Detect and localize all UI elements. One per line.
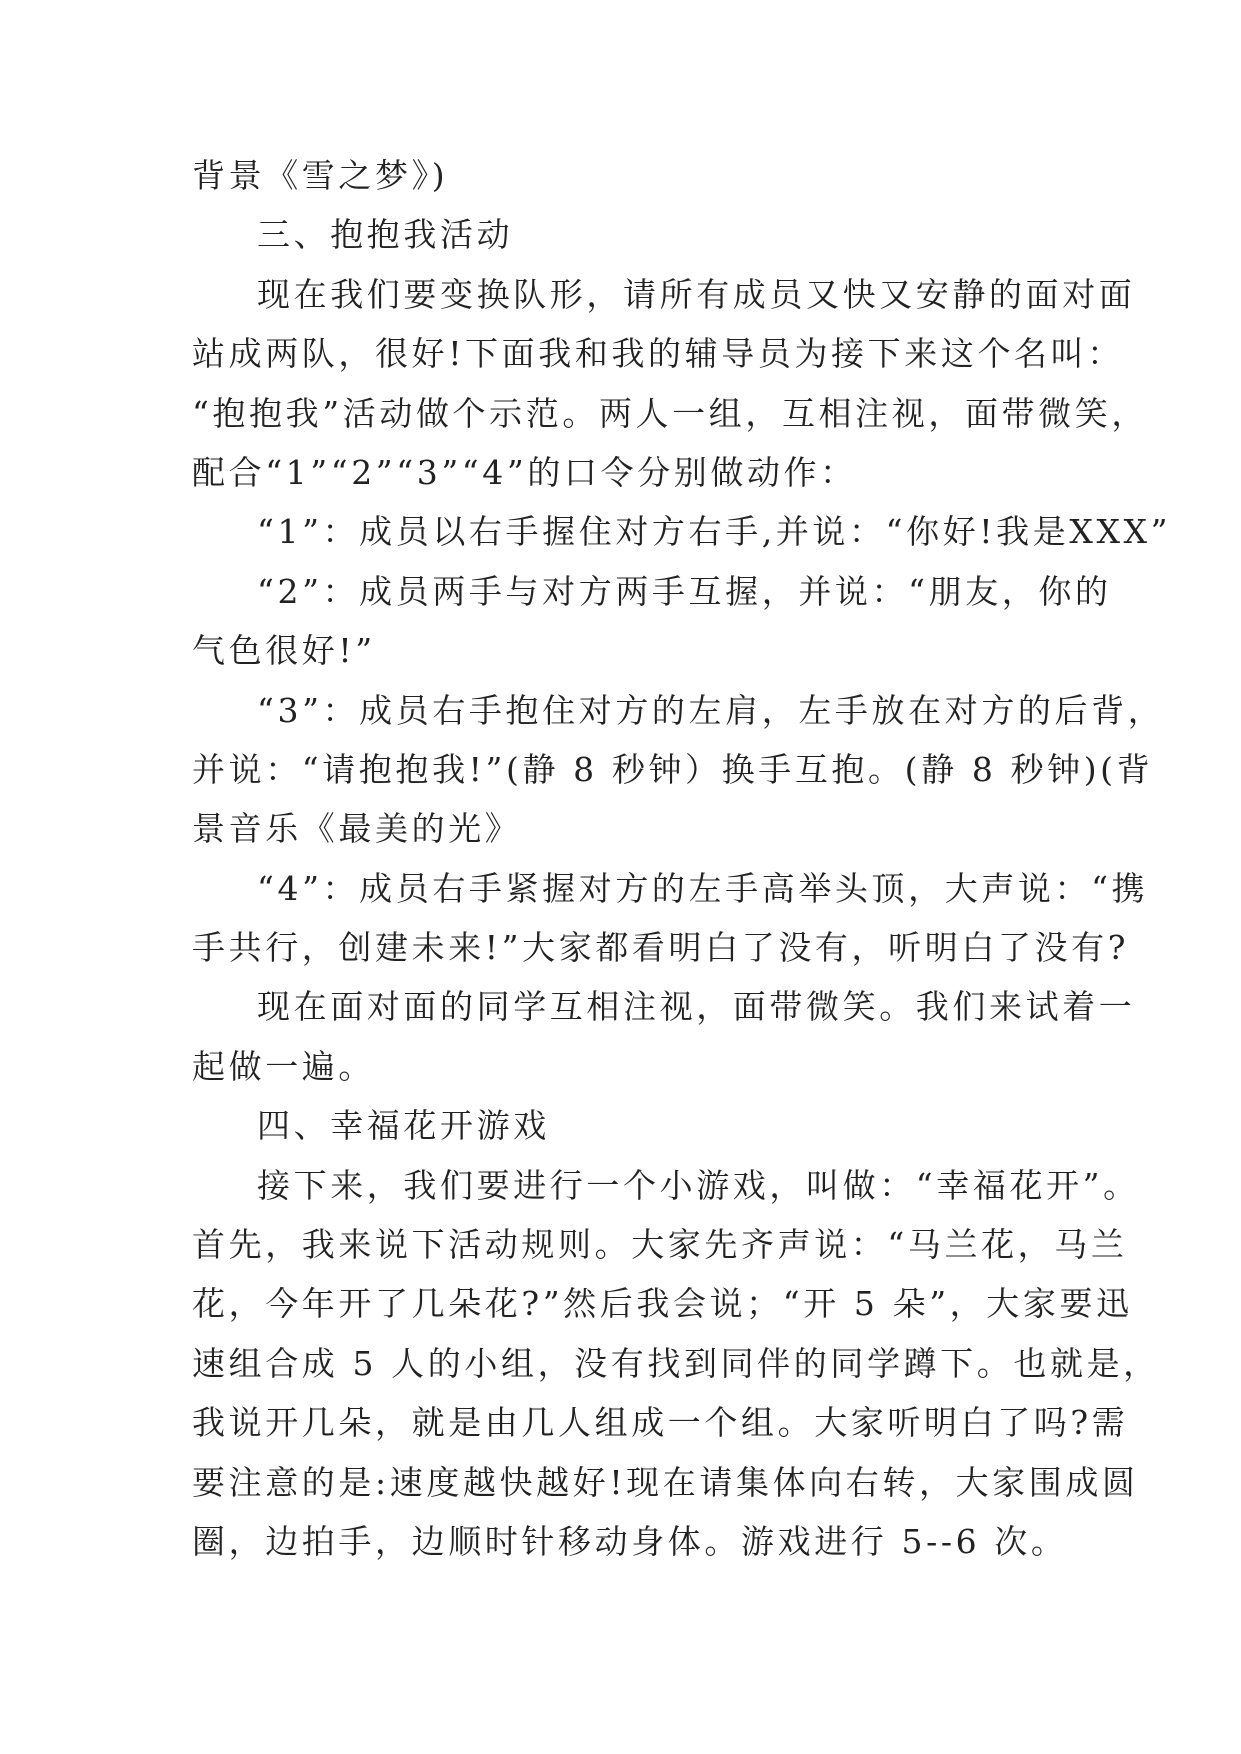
text-line: 并说：“请抱抱我!”(静 8 秒钟）换手互抱。(静 8 秒钟)(背 — [192, 749, 1154, 789]
text-line: 配合“1”“2”“3”“4”的口令分别做动作： — [192, 452, 857, 492]
text-line: 我说开几朵，就是由几人组成一个组。大家听明白了吗?需 — [192, 1403, 1129, 1443]
text-line: 手共行，创建未来!”大家都看明白了没有，听明白了没有? — [192, 928, 1130, 968]
text-line: 气色很好!” — [192, 631, 376, 671]
text-line: 圈，边拍手，边顺时针移动身体。游戏进行 5--6 次。 — [192, 1521, 1068, 1561]
text-line: “抱抱我”活动做个示范。两人一组，互相注视，面带微笑， — [192, 393, 1148, 433]
text-line: “3”：成员右手抱住对方的左肩，左手放在对方的后背， — [257, 690, 1165, 730]
text-line: “4”：成员右手紧握对方的左手高举头顶，大声说：“携 — [257, 868, 1149, 908]
text-line: 要注意的是:速度越快越好!现在请集体向右转，大家围成圆 — [192, 1462, 1139, 1502]
text-line: 背景《雪之梦》) — [192, 156, 449, 195]
section-heading: 三、抱抱我活动 — [257, 215, 514, 255]
text-line: 现在面对面的同学互相注视，面带微笑。我们来试着一 — [257, 987, 1136, 1027]
text-line: 现在我们要变换队形，请所有成员又快又安静的面对面 — [257, 274, 1136, 314]
text-line: “2”：成员两手与对方两手互握，并说：“朋友，你的 — [257, 571, 1112, 611]
text-line: 接下来，我们要进行一个小游戏，叫做：“幸福花开”。 — [257, 1165, 1140, 1205]
text-line: 站成两队，很好!下面我和我的辅导员为接下来这个名叫： — [192, 334, 1124, 374]
section-heading: 四、幸福花开游戏 — [257, 1106, 550, 1146]
text-line: 首先，我来说下活动规则。大家先齐声说：“马兰花，马兰 — [192, 1225, 1128, 1265]
text-line: 花，今年开了几朵花?”然后我会说；“开 5 朵”，大家要迅 — [192, 1284, 1133, 1324]
text-line: “1”：成员以右手握住对方右手,并说：“你好!我是XXX” — [257, 512, 1172, 552]
text-line: 速组合成 5 人的小组，没有找到同伴的同学蹲下。也就是， — [192, 1343, 1160, 1383]
document-page — [192, 146, 1172, 1571]
text-line: 起做一遍。 — [192, 1046, 375, 1086]
text-line: 景音乐《最美的光》 — [192, 809, 522, 849]
